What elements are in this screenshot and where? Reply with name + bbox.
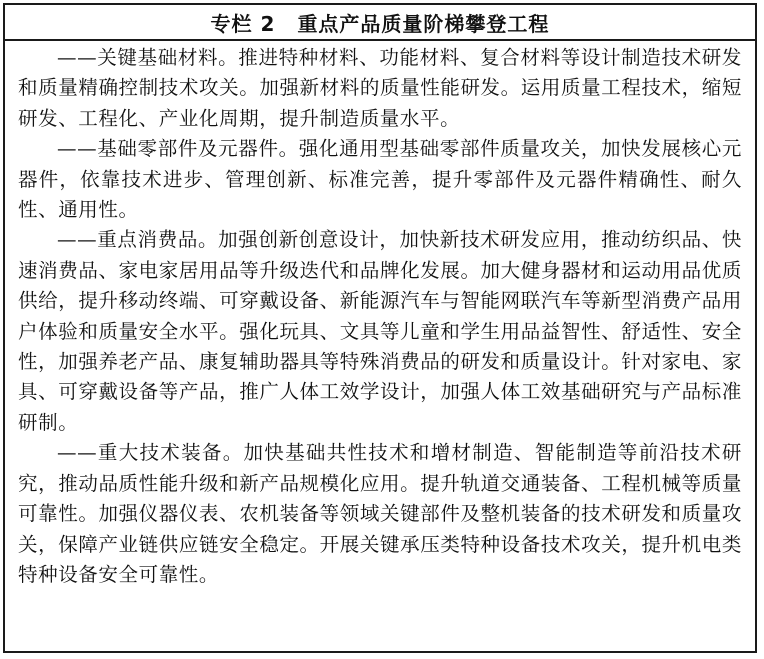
column-heading: 重点产品质量阶梯攀登工程 bbox=[297, 11, 550, 36]
column-content bbox=[5, 41, 755, 590]
paragraph-key-materials: ——关键基础材料。推进特种材料、功能材料、复合材料等设计制造技术研发和质量精确控制技术攻关。加强新材料的质量性能研发。运用质量工程技术，缩短研发、工程化、产业化周期，提升制造质量水平。 bbox=[18, 46, 742, 130]
column-title bbox=[5, 5, 755, 41]
paragraph-major-equipment: ——重大技术装备。加快基础共性技术和增材制造、智能制造等前沿技术研究，推动品质性能升级和新产品规模化应用。提升轨道交通装备、工程机械等质量可靠性。加强仪器仪表、农机装备等领域关键部件及整机装备的技术研发和质量攻关，保障产业链供应链安全稳定。开展关键承压类特种设备技术攻关，提升机电类特种设备安全可靠性。 bbox=[18, 441, 742, 586]
column-box bbox=[3, 3, 757, 653]
column-label: 专栏 2 bbox=[210, 11, 276, 36]
paragraph-components: ——基础零部件及元器件。强化通用型基础零部件质量攻关，加快发展核心元器件，依靠技术进步、管理创新、标准完善，提升零部件及元器件精确性、耐久性、通用性。 bbox=[18, 137, 742, 222]
paragraph-consumer-goods: ——重点消费品。加强创新创意设计，加快新技术研发应用，推动纺织品、快速消费品、家电家居用品等升级迭代和品牌化发展。加大健身器材和运动用品优质供给，提升移动终端、可穿戴设备、新能源汽车与智能网联汽车等新型消费产品用户体验和质量安全水平。强化玩具、文具等儿童和学生用品益智性、舒适性、安全性，加强养老产品、康复辅助器具等特殊消费品的研发和质量设计。针对家电、家具、可穿戴设备等产品，推广人体工效学设计，加强人体工效基础研究与产品标准研制。 bbox=[18, 228, 742, 434]
